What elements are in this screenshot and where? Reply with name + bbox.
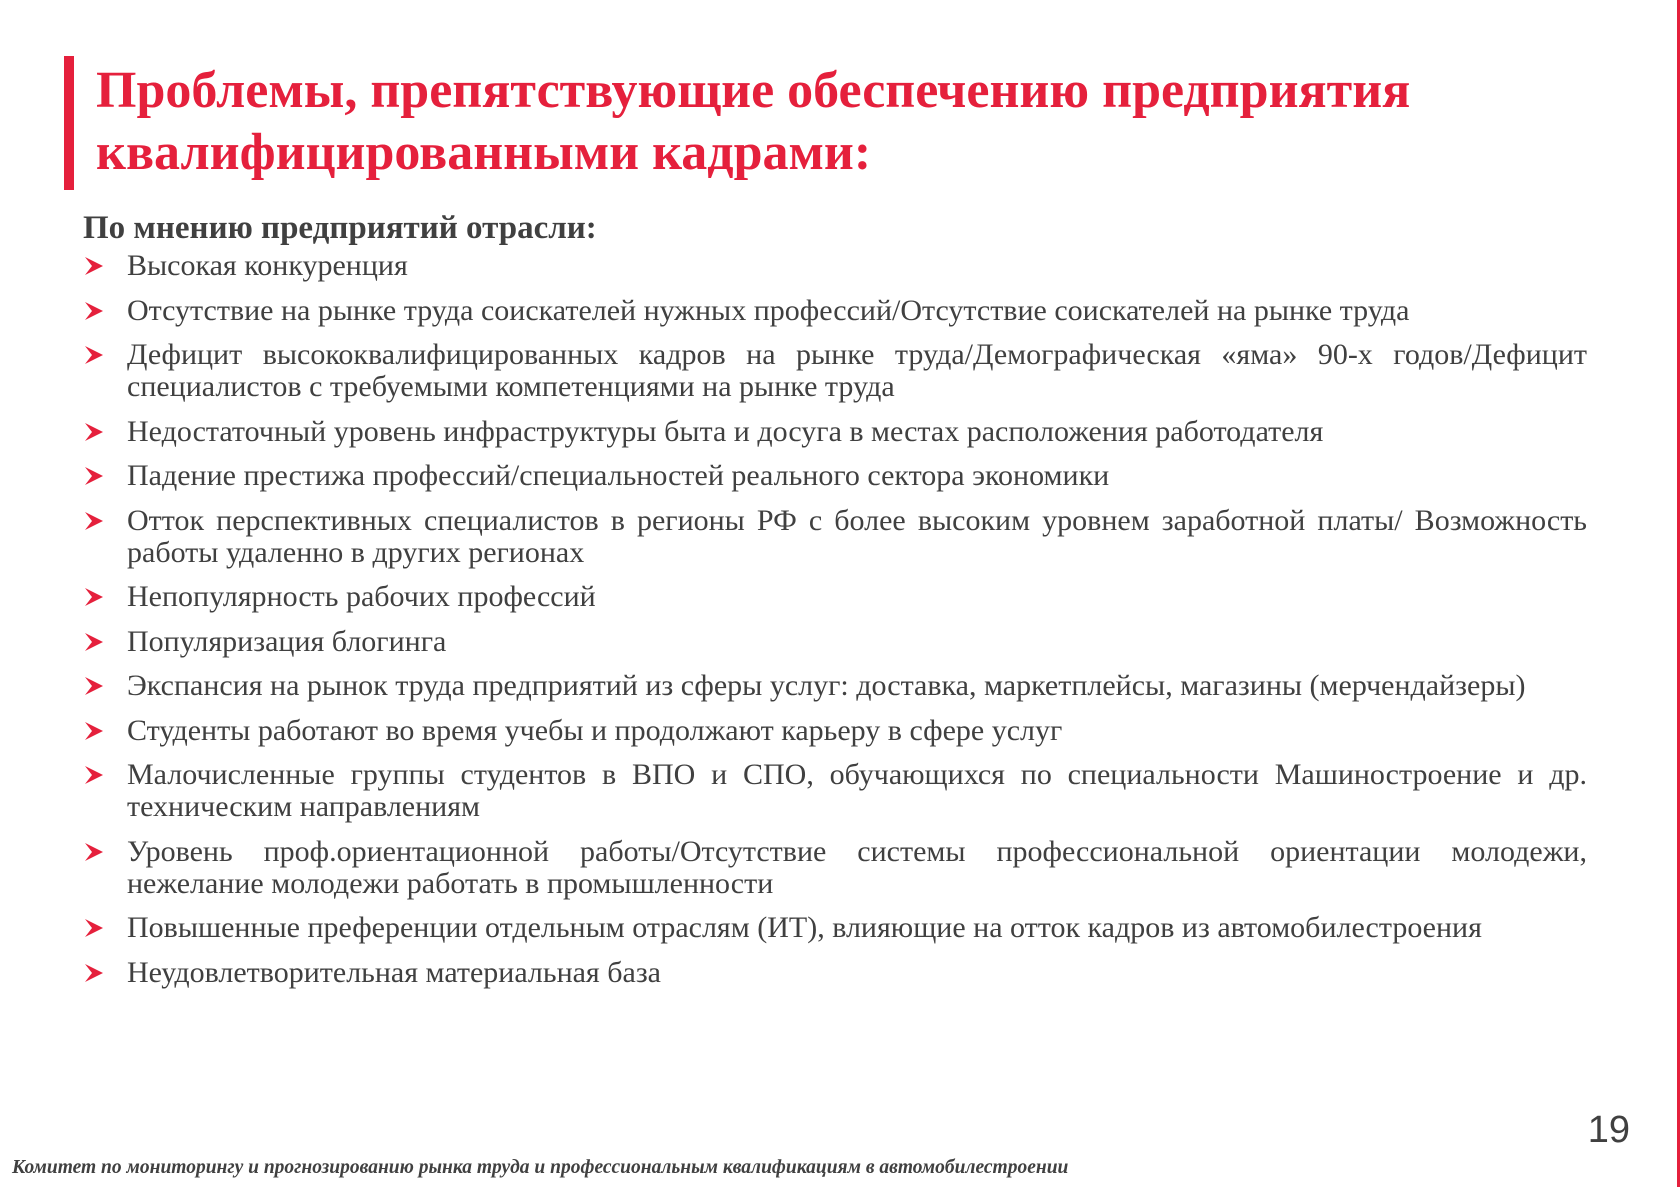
footer-text: Комитет по мониторингу и прогнозированию рынка труда и профессиональным квалификациям в автомобилестроении bbox=[12, 1157, 1069, 1178]
problem-list-item bbox=[83, 460, 1587, 492]
problem-list-item bbox=[83, 626, 1587, 658]
arrow-bullet-icon bbox=[83, 421, 105, 443]
problem-text: Студенты работают во время учебы и продолжают карьеру в сфере услуг bbox=[127, 713, 1063, 747]
slide-title bbox=[96, 60, 1596, 184]
problem-text: Повышенные преференции отдельным отраслям (ИТ), влияющие на отток кадров из автомобилестроения bbox=[127, 911, 1482, 944]
problem-list-item bbox=[83, 339, 1587, 403]
problem-text: Отсутствие на рынке труда соискателей нужных профессий/Отсутствие соискателей на рынке труда bbox=[127, 293, 1410, 327]
problem-text: Непопулярность рабочих профессий bbox=[127, 580, 596, 613]
problem-list-item bbox=[83, 505, 1587, 569]
problem-text: Высокая конкуренция bbox=[127, 249, 408, 282]
arrow-bullet-icon bbox=[83, 675, 105, 697]
page-number: 19 bbox=[1587, 1109, 1630, 1151]
problem-text: Экспансия на рынок труда предприятий из сферы услуг: доставка, маркетплейсы, магазины (мерчендайзеры) bbox=[127, 669, 1526, 702]
problem-text: Малочисленные группы студентов в ВПО и СПО, обучающихся по специальности Машиностроение и др. техническим направлениям bbox=[127, 758, 1587, 823]
title-line-1: Проблемы, препятствующие обеспечению предприятия bbox=[96, 62, 1411, 119]
problem-text: Популяризация блогинга bbox=[127, 624, 447, 658]
problem-list-item bbox=[83, 295, 1587, 327]
problem-list-item bbox=[83, 759, 1587, 823]
problem-list-item bbox=[83, 957, 1587, 989]
problem-list-item bbox=[83, 250, 1587, 282]
arrow-bullet-icon bbox=[83, 962, 105, 984]
problem-text: Падение престижа профессий/специальностей реального сектора экономики bbox=[127, 459, 1110, 492]
problem-text: Недостаточный уровень инфраструктуры быта и досуга в местах расположения работодателя bbox=[127, 414, 1324, 448]
problem-list-item bbox=[83, 715, 1587, 747]
problem-list bbox=[83, 250, 1587, 1001]
problem-list-item bbox=[83, 670, 1587, 702]
arrow-bullet-icon bbox=[83, 510, 105, 532]
arrow-bullet-icon bbox=[83, 764, 105, 786]
arrow-bullet-icon bbox=[83, 841, 105, 863]
problem-text: Дефицит высококвалифицированных кадров на рынке труда/Демографическая «яма» 90-х годов/Дефицит специалистов с требуемыми компетенциями на рынке труда bbox=[127, 338, 1587, 403]
arrow-bullet-icon bbox=[83, 917, 105, 939]
problem-list-item bbox=[83, 836, 1587, 900]
arrow-bullet-icon bbox=[83, 300, 105, 322]
title-accent-bar bbox=[64, 56, 74, 190]
arrow-bullet-icon bbox=[83, 720, 105, 742]
problem-list-item bbox=[83, 581, 1587, 613]
problem-text: Неудовлетворительная материальная база bbox=[127, 955, 661, 989]
arrow-bullet-icon bbox=[83, 465, 105, 487]
title-line-2: квалифицированными кадрами: bbox=[96, 124, 872, 181]
slide-subtitle: По мнению предприятий отрасли: bbox=[83, 210, 597, 246]
arrow-bullet-icon bbox=[83, 586, 105, 608]
problem-text: Отток перспективных специалистов в регионы РФ с более высоким уровнем заработной платы/ Возможность работы удаленно в других регионах bbox=[127, 503, 1587, 569]
problem-text: Уровень проф.ориентационной работы/Отсутствие системы профессиональной ориентации молодежи, нежелание молодежи работать в промышленности bbox=[127, 834, 1587, 900]
problem-list-item bbox=[83, 416, 1587, 448]
arrow-bullet-icon bbox=[83, 255, 105, 277]
problem-list-item bbox=[83, 912, 1587, 944]
arrow-bullet-icon bbox=[83, 631, 105, 653]
arrow-bullet-icon bbox=[83, 344, 105, 366]
